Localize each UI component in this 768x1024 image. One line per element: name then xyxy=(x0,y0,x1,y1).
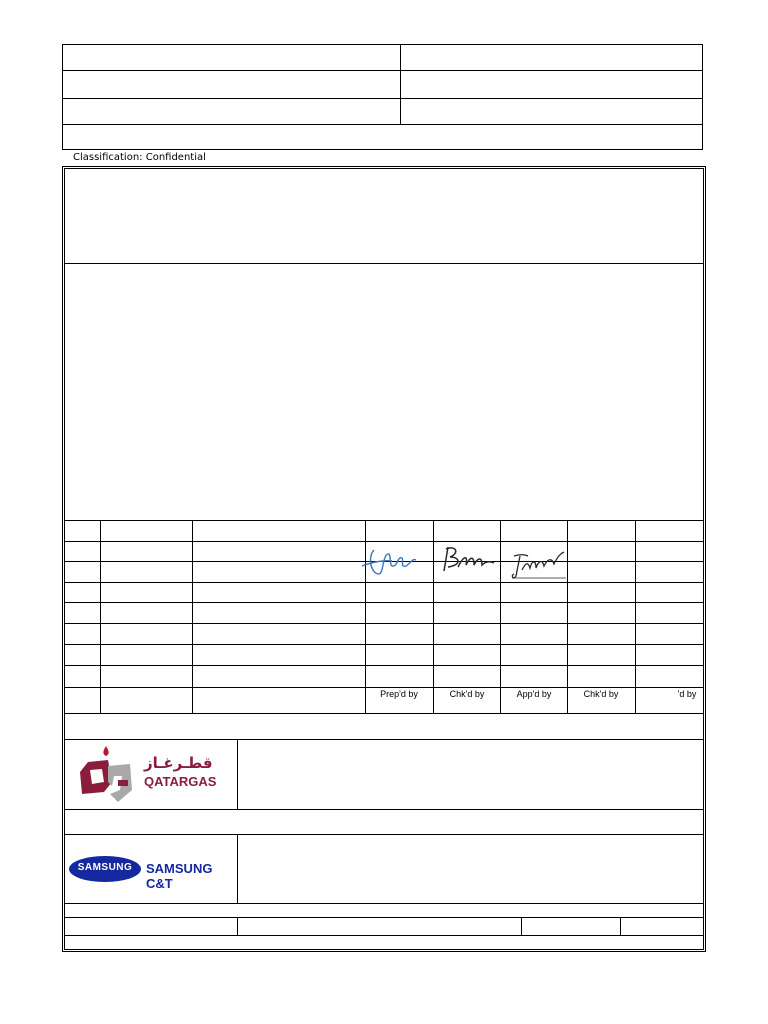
revision-col-divider xyxy=(100,520,101,713)
label-last-by: 'd by xyxy=(677,689,697,699)
revision-row xyxy=(64,687,704,688)
label-checked-by-2: Chk'd by xyxy=(583,689,619,699)
revision-row xyxy=(64,644,704,645)
header-row-divider xyxy=(62,98,703,99)
qatargas-logo xyxy=(72,744,232,804)
header-row-divider xyxy=(62,124,703,125)
revision-table-bottom xyxy=(64,713,704,714)
qatargas-mark-icon xyxy=(78,746,134,802)
revision-table-top xyxy=(64,520,704,521)
label-prepared-by: Prep'd by xyxy=(380,689,418,699)
label-checked-by: Chk'd by xyxy=(449,689,485,699)
signature-approved xyxy=(508,548,568,582)
header-col-divider xyxy=(400,44,401,125)
footer-col-divider xyxy=(237,917,238,935)
footer-col-divider xyxy=(521,917,522,935)
header-table xyxy=(62,44,703,150)
revision-col-divider xyxy=(433,520,434,713)
samsung-logo xyxy=(68,852,236,891)
qatargas-name: QATARGAS xyxy=(144,774,217,789)
signature-prepared xyxy=(358,542,422,578)
samsung-badge-text: SAMSUNG xyxy=(77,862,133,873)
contractor-logo-divider xyxy=(237,834,238,903)
signature-checked xyxy=(440,543,500,575)
revision-row xyxy=(64,582,704,583)
revision-row xyxy=(64,623,704,624)
footer-col-divider xyxy=(620,917,621,935)
owner-section-bottom xyxy=(64,809,704,810)
revision-row xyxy=(64,665,704,666)
qatargas-arabic-name: قطـرغـاز xyxy=(144,754,213,772)
footer-row xyxy=(64,917,704,918)
label-approved-by: App'd by xyxy=(516,689,552,699)
revision-row xyxy=(64,602,704,603)
header-row-divider xyxy=(62,70,703,71)
revision-col-divider xyxy=(635,520,636,713)
contractor-section-divider xyxy=(64,834,704,835)
revision-col-divider xyxy=(192,520,193,713)
footer-row xyxy=(64,935,704,936)
title-area-divider xyxy=(64,263,704,264)
owner-section-divider xyxy=(64,739,704,740)
owner-logo-divider xyxy=(237,739,238,809)
revision-col-divider xyxy=(500,520,501,713)
contractor-section-bottom xyxy=(64,903,704,904)
samsung-ct-name: SAMSUNG C&T xyxy=(146,861,213,891)
classification-label: Classification: Confidential xyxy=(73,152,206,163)
